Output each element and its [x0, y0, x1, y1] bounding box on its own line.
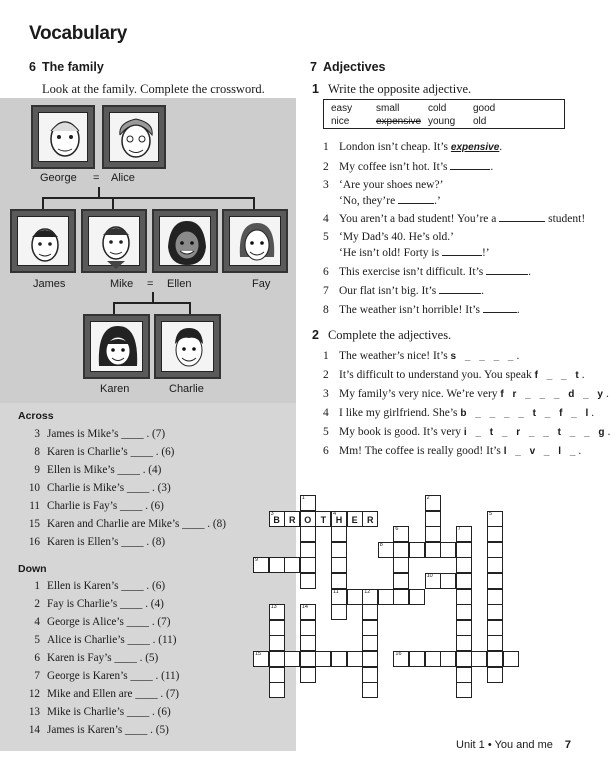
portrait-karen [83, 314, 150, 379]
word: young [428, 116, 456, 127]
exercise-1-instruction: 1 Write the opposite adjective. [312, 82, 472, 96]
crossword-cell[interactable] [378, 542, 394, 558]
crossword-cell[interactable] [347, 651, 363, 667]
section-family-heading [29, 60, 104, 74]
crossword-cell[interactable] [425, 526, 441, 542]
letter-pattern[interactable]: b _ _ _ _ t _ f _ l [460, 408, 592, 419]
crossword-cell[interactable] [456, 526, 472, 542]
crossword-cell[interactable] [487, 526, 503, 542]
crossword-cell[interactable] [269, 667, 285, 683]
crossword-cell[interactable] [331, 651, 347, 667]
crossword-cell[interactable] [503, 651, 519, 667]
clue-down: 5 Alice is Charlie’s ____ . (11) [34, 634, 177, 646]
crossword-letter: T [320, 514, 327, 525]
crossword-cell[interactable] [300, 667, 316, 683]
tree-line [42, 197, 254, 199]
equals-sign: = [93, 172, 100, 184]
section-title: Adjectives [322, 60, 386, 74]
crossword-cell[interactable] [409, 542, 425, 558]
crossword-cell[interactable] [409, 589, 425, 605]
clue-across: 9 Ellen is Mike’s ____ . (4) [34, 464, 162, 476]
label-karen: Karen [100, 383, 130, 395]
tree-line [152, 292, 154, 302]
answer-blank[interactable] [483, 303, 517, 313]
crossword-cell[interactable] [487, 573, 503, 589]
question: 2 It’s difficult to understand you. You speak f _ _ t. [323, 369, 585, 381]
crossword-cell[interactable] [487, 511, 503, 527]
down-heading: Down [18, 563, 47, 575]
crossword-cell[interactable] [487, 667, 503, 683]
crossword-cell[interactable] [487, 635, 503, 651]
crossword-clue-number: 10 [426, 573, 433, 579]
question: 3 ‘Are your shoes new?’ [323, 179, 444, 191]
crossword-cell[interactable] [331, 542, 347, 558]
crossword-cell[interactable] [393, 651, 409, 667]
crossword-cell[interactable] [393, 589, 409, 605]
crossword-cell[interactable] [362, 667, 378, 683]
answer-blank[interactable] [499, 212, 545, 222]
question: 2 My coffee isn’t hot. It’s . [323, 161, 494, 173]
question: 1 London isn’t cheap. It’s expensive. [323, 141, 503, 153]
clue-down: 2 Fay is Charlie’s ____ . (4) [34, 598, 164, 610]
crossword-cell[interactable] [253, 651, 269, 667]
question: 5 ‘My Dad’s 40. He’s old.’ [323, 231, 454, 243]
clue-down: 1 Ellen is Karen’s ____ . (6) [34, 580, 166, 592]
crossword-cell[interactable] [284, 651, 300, 667]
tree-line [253, 197, 255, 209]
crossword-cell[interactable] [347, 589, 363, 605]
question: 6 This exercise isn’t difficult. It’s . [323, 266, 532, 278]
crossword-cell[interactable] [269, 557, 285, 573]
crossword-cell[interactable] [393, 557, 409, 573]
crossword-cell[interactable] [269, 651, 285, 667]
crossword-clue-number: 1 [301, 495, 305, 501]
crossword-cell[interactable] [269, 604, 285, 620]
crossword-cell[interactable] [487, 620, 503, 636]
crossword-clue-number: 7 [457, 526, 461, 533]
word-box [323, 99, 565, 129]
question: 7 Our flat isn’t big. It’s . [323, 285, 484, 297]
clue-across: 15 Karen and Charlie are Mike’s ____ . (8) [28, 518, 226, 530]
crossword-cell[interactable] [425, 511, 441, 527]
label-george: George [40, 172, 77, 184]
answer-blank[interactable] [450, 160, 490, 170]
crossword-cell[interactable] [300, 635, 316, 651]
crossword-cell[interactable] [456, 589, 472, 605]
footer-bullet: • [487, 739, 492, 751]
crossword-cell[interactable] [487, 589, 503, 605]
answer-blank[interactable] [486, 265, 528, 275]
example-answer: expensive [450, 142, 500, 153]
letter-pattern[interactable]: s _ _ _ _ [450, 351, 517, 362]
crossword-clue-number: 8 [379, 541, 383, 548]
crossword-cell[interactable] [362, 635, 378, 651]
answer-blank[interactable] [439, 284, 481, 294]
equals-sign: = [147, 278, 154, 290]
crossword-cell[interactable] [378, 589, 394, 605]
crossword-cell[interactable] [425, 495, 441, 511]
section-title: The family [41, 60, 104, 74]
label-charlie: Charlie [169, 383, 204, 395]
crossword-cell[interactable] [284, 557, 300, 573]
letter-pattern[interactable]: l _ v _ l _ [503, 446, 579, 457]
crossword-cell[interactable] [425, 542, 441, 558]
question: 8 The weather isn’t horrible! It’s . [323, 304, 520, 316]
crossword-cell[interactable] [284, 511, 300, 527]
crossword-cell[interactable] [471, 651, 487, 667]
crossword-cell[interactable] [440, 573, 456, 589]
crossword-cell[interactable] [331, 526, 347, 542]
crossword-cell[interactable] [300, 542, 316, 558]
tree-line [98, 187, 100, 197]
label-ellen: Ellen [167, 278, 192, 290]
crossword-cell[interactable] [362, 682, 378, 698]
crossword-cell[interactable] [300, 557, 316, 573]
crossword-cell[interactable] [300, 495, 316, 511]
crossword-letter: O [304, 514, 312, 525]
word: good [473, 103, 496, 114]
word: nice [331, 116, 350, 127]
question: 4 You aren’t a bad student! You’re a student! [323, 213, 586, 225]
word: old [473, 116, 487, 127]
crossword-cell[interactable] [269, 682, 285, 698]
answer-blank[interactable] [442, 246, 482, 256]
clue-across: 8 Karen is Charlie’s ____ . (6) [34, 446, 175, 458]
crossword-cell[interactable] [331, 589, 347, 605]
crossword-cell[interactable] [456, 542, 472, 558]
crossword-cell[interactable] [300, 620, 316, 636]
word: cold [428, 103, 447, 114]
face-icon [160, 217, 214, 269]
letter-pattern[interactable]: f r _ _ _ d _ y [500, 389, 606, 400]
crossword-clue-number: 14 [301, 604, 308, 611]
portrait-george [31, 105, 95, 169]
section-adjectives-heading [310, 60, 385, 74]
crossword-cell[interactable] [269, 620, 285, 636]
crossword-cell[interactable] [331, 557, 347, 573]
crossword-clue-number: 11 [333, 588, 339, 595]
tree-line [113, 302, 115, 314]
crossword-cell[interactable] [331, 573, 347, 589]
across-heading: Across [18, 410, 54, 422]
question-line2: ‘He isn’t old! Forty is !’ [339, 247, 490, 259]
crossword-cell[interactable] [331, 511, 347, 527]
crossword-cell[interactable] [362, 651, 378, 667]
face-icon [18, 217, 72, 269]
tree-line [189, 302, 191, 314]
crossword-cell[interactable] [456, 635, 472, 651]
crossword-cell[interactable] [269, 635, 285, 651]
clue-across: 11 Charlie is Fay’s ____ . (6) [29, 500, 164, 512]
page-footer [456, 739, 571, 751]
letter-pattern[interactable]: f _ _ t [534, 370, 582, 381]
clue-down: 7 George is Karen’s ____ . (11) [34, 670, 180, 682]
crossword-cell[interactable] [362, 620, 378, 636]
crossword-cell[interactable] [425, 651, 441, 667]
clue-across: 3 James is Mike’s ____ . (7) [34, 428, 166, 440]
question: 4 I like my girlfriend. She’s b _ _ _ _ t _ f _ l. [323, 407, 595, 419]
page-number: 7 [564, 739, 571, 751]
clue-down: 13 Mike is Charlie’s ____ . (6) [28, 706, 171, 718]
crossword-cell[interactable] [456, 620, 472, 636]
crossword-cell[interactable] [393, 526, 409, 542]
label-fay: Fay [252, 278, 271, 290]
crossword-cell[interactable] [487, 557, 503, 573]
crossword-cell[interactable] [456, 573, 472, 589]
crossword-clue-number: 4 [333, 510, 337, 517]
tree-line [42, 197, 44, 209]
question: 6 Mm! The coffee is really good! It’s l _ v _ l _. [323, 445, 582, 457]
crossword-cell[interactable] [347, 511, 363, 527]
word: easy [331, 103, 353, 114]
label-james: James [33, 278, 66, 290]
crossword-cell[interactable] [300, 651, 316, 667]
crossword-letter: R [366, 514, 374, 525]
question: 3 My family’s very nice. We’re very f r _ _ _ d _ y. [323, 388, 609, 400]
crossword-cell[interactable] [456, 557, 472, 573]
crossword-cell[interactable] [440, 651, 456, 667]
crossword-cell[interactable] [300, 511, 316, 527]
crossword-cell[interactable] [362, 511, 378, 527]
crossword-letter: R [288, 514, 296, 525]
crossword-cell[interactable] [300, 604, 316, 620]
question: 5 My book is good. It’s very i _ t _ r _ _ t _ _ g [323, 426, 608, 438]
clue-down: 4 George is Alice’s ____ . (7) [34, 616, 171, 628]
crossword-cell[interactable] [315, 511, 331, 527]
answer-blank[interactable] [398, 194, 434, 204]
crossword-clue-number: 12 [364, 588, 371, 595]
crossword-cell[interactable] [362, 589, 378, 605]
face-icon [91, 322, 146, 375]
crossword-cell[interactable] [456, 604, 472, 620]
crossword-cell[interactable] [487, 542, 503, 558]
crossword-cell[interactable] [331, 604, 347, 620]
crossword-clue-number: 2 [426, 495, 430, 501]
crossword-letter: E [351, 514, 358, 525]
crossword-cell[interactable] [487, 604, 503, 620]
question: 1 The weather’s nice! It’s s _ _ _ _. [323, 350, 520, 362]
face-icon [230, 217, 284, 269]
crossword-cell[interactable] [487, 651, 503, 667]
crossword-clue-number: 5 [489, 510, 493, 517]
face-icon [39, 113, 91, 165]
crossword-cell[interactable] [393, 542, 409, 558]
label-mike: Mike [110, 278, 134, 290]
crossword-letter: H [335, 514, 343, 525]
crossword-cell[interactable] [362, 604, 378, 620]
clue-down: 12 Mike and Ellen are ____ . (7) [28, 688, 180, 700]
crossword-cell[interactable] [409, 651, 425, 667]
crossword-cell[interactable] [440, 542, 456, 558]
crossword-clue-number: 15 [255, 651, 262, 657]
clue-down: 6 Karen is Fay’s ____ . (5) [34, 652, 159, 664]
label-alice: Alice [111, 172, 135, 184]
crossword-clue-number: 16 [395, 651, 402, 657]
face-icon [162, 322, 217, 375]
crossword-cell[interactable] [425, 573, 441, 589]
unit-topic: You and me [494, 739, 553, 751]
crossword-clue-number: 6 [395, 526, 399, 533]
portrait-charlie [154, 314, 221, 379]
face-icon [89, 217, 143, 269]
crossword-clue-number: 3 [270, 510, 274, 517]
family-instruction: Look at the family. Complete the crossword. [42, 82, 265, 96]
clue-across: 10 Charlie is Mike’s ____ . (3) [28, 482, 171, 494]
crossword-cell[interactable] [456, 651, 472, 667]
portrait-alice [102, 105, 166, 169]
crossword-cell[interactable] [393, 573, 409, 589]
crossword-cell[interactable] [300, 573, 316, 589]
crossword-letter: B [273, 514, 280, 525]
unit-label: Unit 1 [456, 739, 485, 751]
clue-across: 16 Karen is Ellen’s ____ . (8) [28, 536, 166, 548]
crossword-cell[interactable] [269, 511, 285, 527]
question-line2: ‘No, they’re .’ [339, 195, 441, 207]
crossword-cell[interactable] [456, 667, 472, 683]
face-icon [110, 113, 162, 165]
crossword-cell[interactable] [253, 557, 269, 573]
word-used: expensive [376, 116, 422, 127]
section-number: 6 [29, 60, 36, 74]
crossword-clue-number: 9 [255, 557, 259, 564]
crossword-clue-number: 13 [270, 604, 277, 611]
crossword-cell[interactable] [300, 526, 316, 542]
page-title: Vocabulary [29, 23, 128, 44]
section-number: 7 [310, 60, 317, 74]
portrait-ellen [152, 209, 218, 273]
clue-down: 14 James is Karen’s ____ . (5) [28, 724, 169, 736]
portrait-fay [222, 209, 288, 273]
word: small [376, 103, 400, 114]
tree-line [113, 302, 191, 304]
crossword-cell[interactable] [315, 651, 331, 667]
portrait-james [10, 209, 76, 273]
exercise-2-instruction: 2 Complete the adjectives. [312, 328, 452, 342]
letter-pattern[interactable]: i _ t _ r _ _ t _ _ g [463, 427, 608, 438]
crossword-cell[interactable] [456, 682, 472, 698]
tree-line [112, 197, 114, 209]
portrait-mike [81, 209, 147, 273]
